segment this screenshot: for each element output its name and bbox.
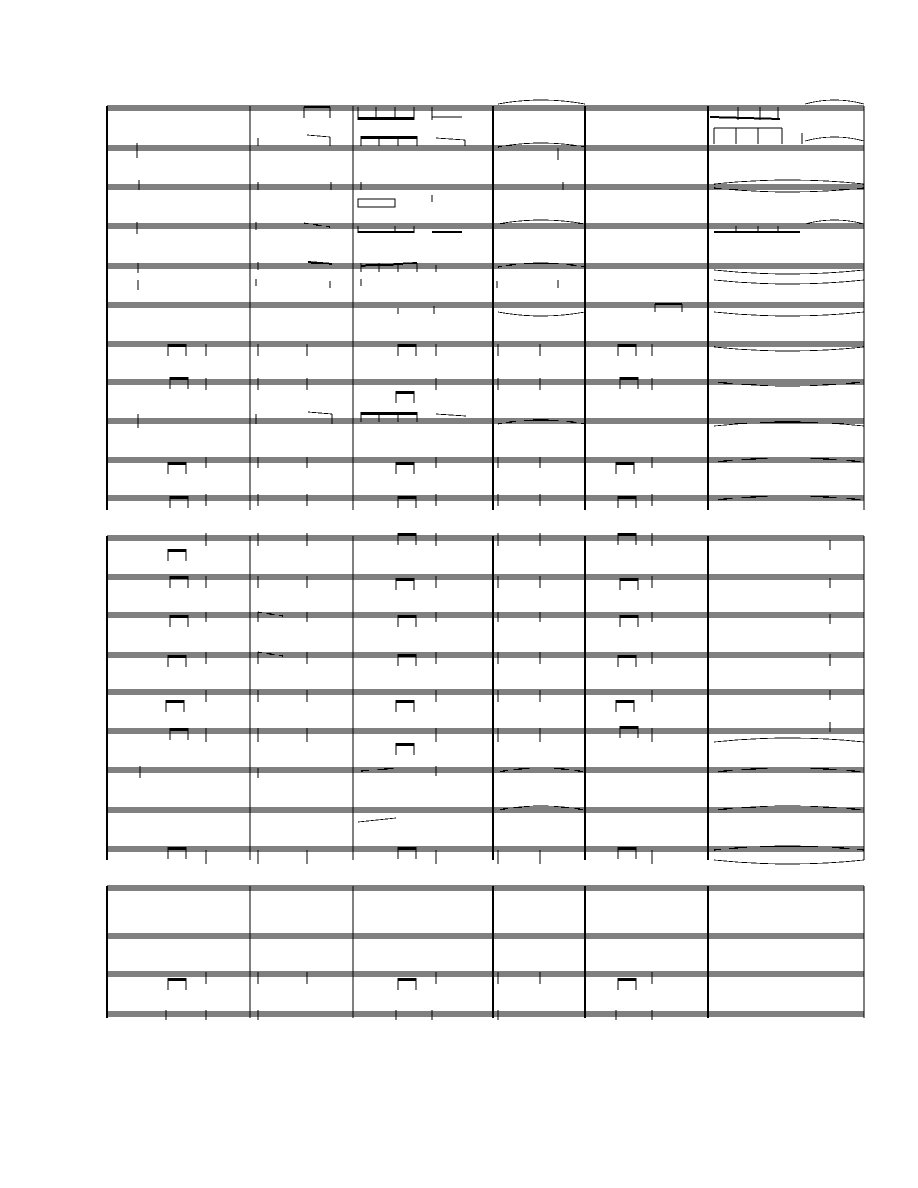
- tie-slur: [714, 860, 864, 864]
- tie-slur: [805, 100, 864, 104]
- beam: [358, 818, 396, 822]
- beam: [714, 231, 800, 233]
- beam: [170, 728, 188, 731]
- beam: [170, 377, 188, 380]
- beam: [398, 654, 416, 657]
- beam: [170, 576, 188, 579]
- system-2: [107, 533, 864, 864]
- beam: [398, 847, 416, 850]
- beam: [168, 344, 186, 347]
- beam: [620, 377, 638, 380]
- system-1: [107, 100, 864, 510]
- beam: [620, 615, 638, 618]
- system-3: [107, 886, 864, 1020]
- beam: [396, 391, 414, 394]
- beam: [398, 496, 416, 499]
- beam: [618, 978, 636, 981]
- tie-slur: [714, 347, 864, 351]
- beam: [616, 700, 634, 703]
- beam: [396, 700, 414, 703]
- beam: [170, 496, 188, 499]
- tie-slur: [714, 312, 864, 316]
- beam: [618, 344, 636, 347]
- beam: [620, 726, 638, 729]
- beam: [618, 847, 636, 850]
- tie-slur: [498, 100, 585, 104]
- tie-slur: [714, 270, 864, 274]
- beam: [618, 496, 636, 499]
- beam: [308, 412, 332, 414]
- beam: [168, 549, 186, 552]
- beam: [168, 978, 186, 981]
- tie-slur: [714, 280, 864, 284]
- beam: [361, 136, 417, 139]
- beam: [396, 743, 414, 746]
- beam: [361, 263, 417, 266]
- beam: [396, 462, 414, 465]
- tie-slur: [805, 137, 864, 141]
- tie-slur: [714, 738, 864, 742]
- beam: [361, 412, 417, 415]
- tie-slur: [498, 220, 585, 224]
- beam: [168, 655, 186, 658]
- beam: [432, 231, 462, 233]
- beam: [398, 978, 416, 981]
- beam: [436, 138, 465, 140]
- tie-slur: [714, 180, 864, 184]
- beam: [398, 344, 416, 347]
- beam: [168, 847, 186, 850]
- beam: [166, 700, 184, 703]
- beam: [361, 768, 398, 771]
- tie-slur: [498, 312, 585, 316]
- beam: [168, 462, 186, 465]
- beam: [358, 231, 414, 233]
- beam: [618, 533, 636, 536]
- beam: [616, 462, 634, 465]
- beam: [307, 135, 330, 137]
- beam: [398, 615, 416, 618]
- beam: [710, 117, 780, 119]
- beam: [398, 533, 416, 536]
- tie-slur: [805, 220, 864, 224]
- beam: [436, 414, 466, 416]
- beam: [396, 578, 414, 581]
- beam: [358, 199, 395, 207]
- beam: [170, 615, 188, 618]
- beam: [618, 655, 636, 658]
- beam: [358, 117, 414, 120]
- beam: [620, 578, 638, 581]
